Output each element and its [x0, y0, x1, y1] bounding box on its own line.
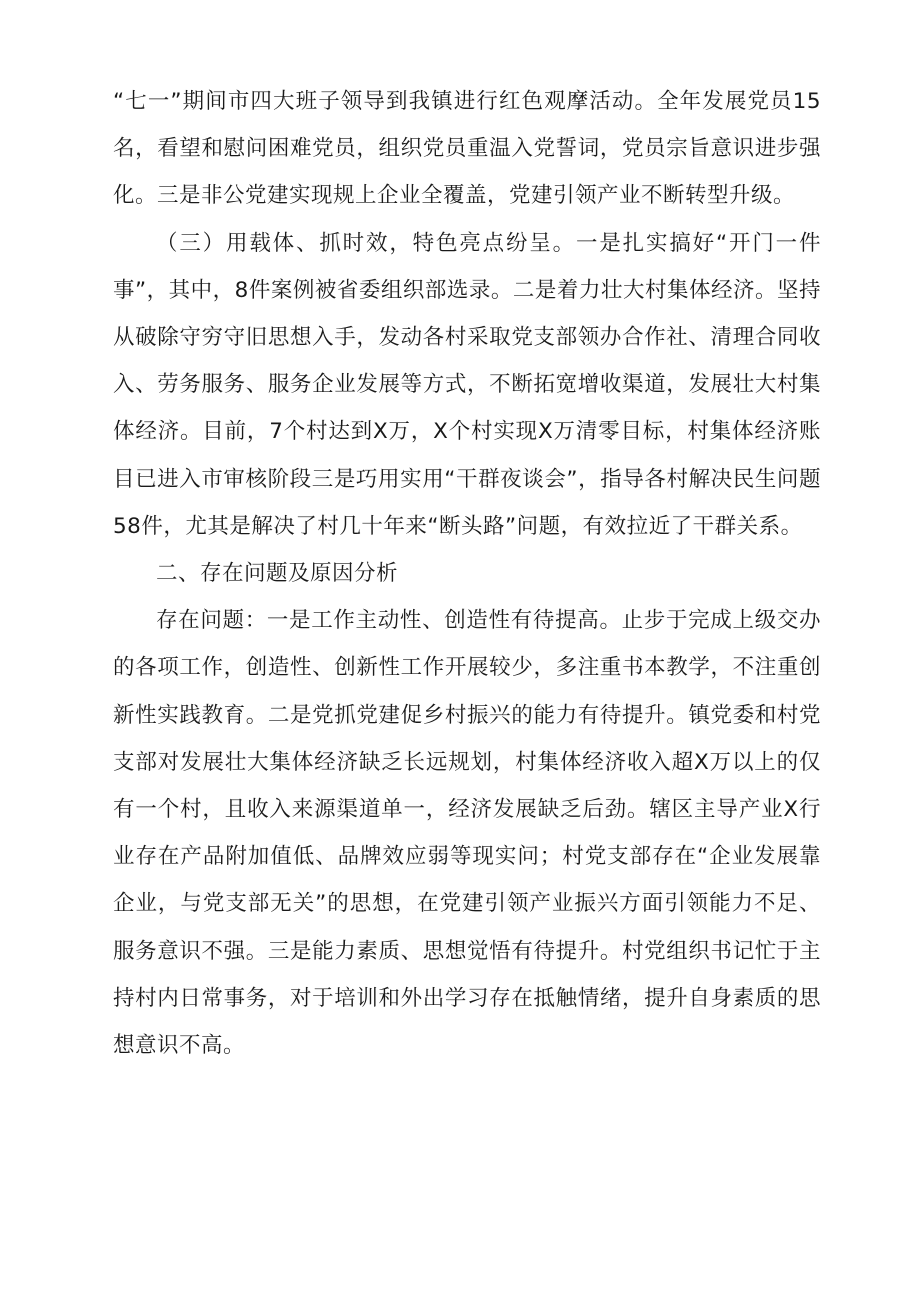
section-heading-problems: 二、存在问题及原因分析 — [156, 561, 399, 587]
document-body — [113, 78, 821, 1069]
paragraph-problems: 存在问题：一是工作主动性、创造性有待提高。止步于完成上级交办的各项工作，创造性、创新性工作开展较少，多注重书本教学，不注重创新性实践教育。二是党抓党建促乡村振兴的能力有待提升。镇党委和村党支部对发展壮大集体经济缺乏长远规划，村集体经济收入超X万以上的仅有一个村，且收入来源渠道单一，经济发展缺乏后劲。辖区主导产业X行业存在产品附加值低、品牌效应弱等现实问；村党支部存在“企业发展靠企业，与党支部无关”的思想，在党建引领产业振兴方面引领能力不足、服务意识不强。三是能力素质、思想觉悟有待提升。村党组织书记忙于主持村内日常事务，对于培训和外出学习存在抵触情绪，提升自身素质的思想意识不高。 — [113, 608, 821, 1059]
paragraph-continuation: “七一”期间市四大班子领导到我镇进行红色观摩活动。全年发展党员15名，看望和慰问困难党员，组织党员重温入党誓词，党员宗旨意识进步强化。三是非公党建实现规上企业全覆盖，党建引领产业不断转型升级。 — [113, 89, 821, 209]
paragraph-section-three: （三）用载体、抓时效，特色亮点纷呈。一是扎实搞好“开门一件事”，其中，8件案例被省委组织部选录。二是着力壮大村集体经济。坚持从破除守穷守旧思想入手，发动各村采取党支部领办合作社、清理合同收入、劳务服务、服务企业发展等方式，不断拓宽增收渠道，发展壮大村集体经济。目前，7个村达到X万，X个村实现X万清零目标，村集体经济账目已进入市审核阶段三是巧用实用“干群夜谈会”，指导各村解决民生问题58件，尤其是解决了村几十年来“断头路”问题，有效拉近了干群关系。 — [113, 230, 821, 539]
